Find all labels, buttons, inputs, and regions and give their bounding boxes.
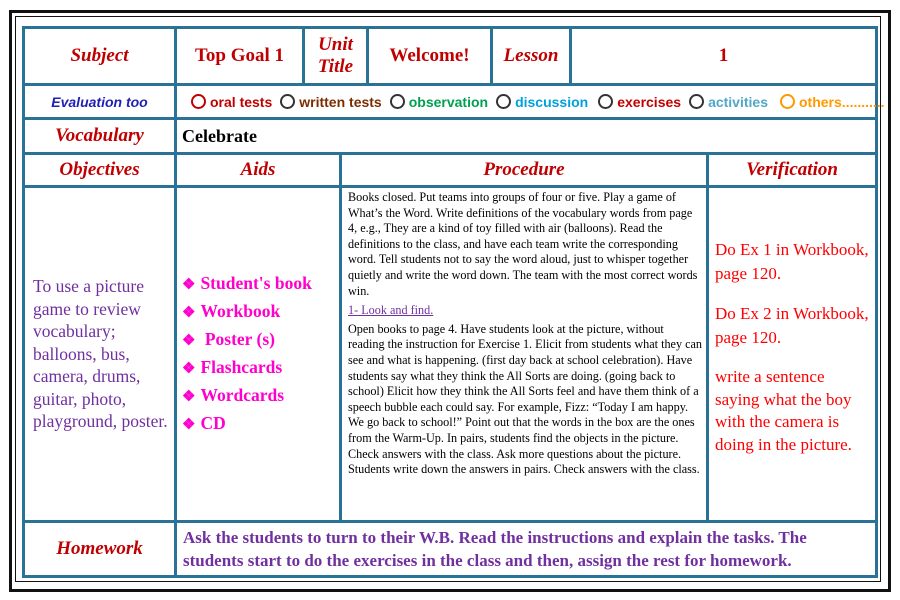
homework-label-cell xyxy=(22,520,177,578)
evaluation-option-observation: observation xyxy=(382,94,488,110)
lesson-label-cell xyxy=(490,26,572,86)
radio-circle-icon xyxy=(598,94,613,109)
objectives-text: To use a picture game to review vocabulary; balloons, bus, camera, drums, guitar, photo, playground, poster. xyxy=(33,276,168,432)
procedure-cell xyxy=(339,185,709,523)
vocabulary-label-cell xyxy=(22,117,177,155)
aids-cell xyxy=(174,185,342,523)
aids-item: ❖ CD xyxy=(182,413,226,433)
verification-header-cell xyxy=(706,152,878,188)
diamond-bullet-icon: ❖ xyxy=(182,333,196,349)
radio-circle-icon xyxy=(390,94,405,109)
radio-circle-icon xyxy=(689,94,704,109)
unit-label-line1: Unit xyxy=(318,34,353,55)
homework-cell xyxy=(174,520,878,578)
evaluation-option-oral-tests: oral tests xyxy=(191,94,272,110)
lesson-label: Lesson xyxy=(503,45,559,66)
radio-circle-icon xyxy=(191,94,206,109)
evaluation-option-discussion: discussion xyxy=(488,94,588,110)
homework-label: Homework xyxy=(56,538,143,559)
subject-value: Top Goal 1 xyxy=(194,45,285,66)
lesson-value: 1 xyxy=(718,45,729,66)
lesson-value-cell xyxy=(569,26,878,86)
radio-circle-icon xyxy=(280,94,295,109)
procedure-exercise-link[interactable]: 1- Look and find. xyxy=(348,303,434,318)
evaluation-option-exercises: exercises xyxy=(588,94,681,110)
vocabulary-value: Celebrate xyxy=(182,125,257,146)
aids-item: ❖ Flashcards xyxy=(182,357,283,377)
verification-header: Verification xyxy=(746,159,838,180)
vocabulary-value-cell xyxy=(174,117,878,155)
radio-circle-icon xyxy=(780,94,795,109)
unit-title-label-cell xyxy=(302,26,369,86)
verification-item-2: Do Ex 2 in Workbook, page 120. xyxy=(715,304,869,347)
diamond-bullet-icon: ❖ xyxy=(182,361,196,377)
procedure-header-cell xyxy=(339,152,709,188)
aids-header: Aids xyxy=(240,159,276,180)
evaluation-label: Evaluation too xyxy=(51,93,148,110)
subject-label-cell xyxy=(22,26,177,86)
diamond-bullet-icon: ❖ xyxy=(182,277,196,293)
evaluation-option-others: others........... xyxy=(768,94,885,110)
procedure-paragraph-1: Books closed. Put teams into groups of four or five. Play a game of What’s the Word. Write definitions of the vocabulary words from page 4, e.g., They are a kind of toy filled with air (balloons). Read the definitions to the class, and have each team write the corresponding word. Tell students not to say the word aloud, just to whisper together quietly and write the word down. The team with the most correct words win. xyxy=(348,190,698,298)
unit-label-line2: Title xyxy=(317,56,354,77)
radio-circle-icon xyxy=(496,94,511,109)
subject-label: Subject xyxy=(70,45,129,66)
diamond-bullet-icon: ❖ xyxy=(182,305,196,321)
diamond-bullet-icon: ❖ xyxy=(182,417,196,433)
evaluation-options-cell xyxy=(174,83,885,120)
objectives-cell xyxy=(22,185,177,523)
aids-header-cell xyxy=(174,152,342,188)
evaluation-label-cell xyxy=(22,83,177,120)
verification-cell xyxy=(706,185,878,523)
objectives-header-cell xyxy=(22,152,177,188)
vocabulary-label: Vocabulary xyxy=(55,125,144,146)
procedure-paragraph-2: Open books to page 4. Have students look at the picture, without reading the instruction for Exercise 1. Elicit from students what they can see and what is happening. (first day back at school celebration). Have students say what they think the All Sorts are doing. (going back to school) Elicit how they think the All Sorts feel and have them think of a speech bubble each could say. For example, Fizz: “Today I am happy. We go back to school!” Point out that the words in the box are the ones from the Warm-Up. In pairs, students find the objects in the picture. Check answers with the class. Ask more questions about the picture. Students write down the answers in pairs. Check answers with the class. xyxy=(348,321,703,477)
aids-item: ❖ Wordcards xyxy=(182,385,285,405)
aids-item: ❖ Poster (s) xyxy=(182,329,275,349)
verification-item-3: write a sentence saying what the boy with the camera is doing in the picture. xyxy=(715,367,852,454)
homework-text: Ask the students to turn to their W.B. Read the instructions and explain the tasks. The students start to do the exercises in the class and then, assign the rest for homework. xyxy=(183,528,807,570)
verification-item-1: Do Ex 1 in Workbook, page 120. xyxy=(715,240,869,283)
aids-item: ❖ Student's book xyxy=(182,273,312,293)
evaluation-option-written-tests: written tests xyxy=(272,94,381,110)
subject-value-cell xyxy=(174,26,305,86)
aids-item: ❖ Workbook xyxy=(182,301,281,321)
unit-value-cell xyxy=(366,26,493,86)
procedure-header: Procedure xyxy=(483,159,565,180)
unit-value: Welcome! xyxy=(389,45,470,66)
evaluation-option-activities: activities xyxy=(681,94,768,110)
objectives-header: Objectives xyxy=(59,159,140,180)
diamond-bullet-icon: ❖ xyxy=(182,389,196,405)
